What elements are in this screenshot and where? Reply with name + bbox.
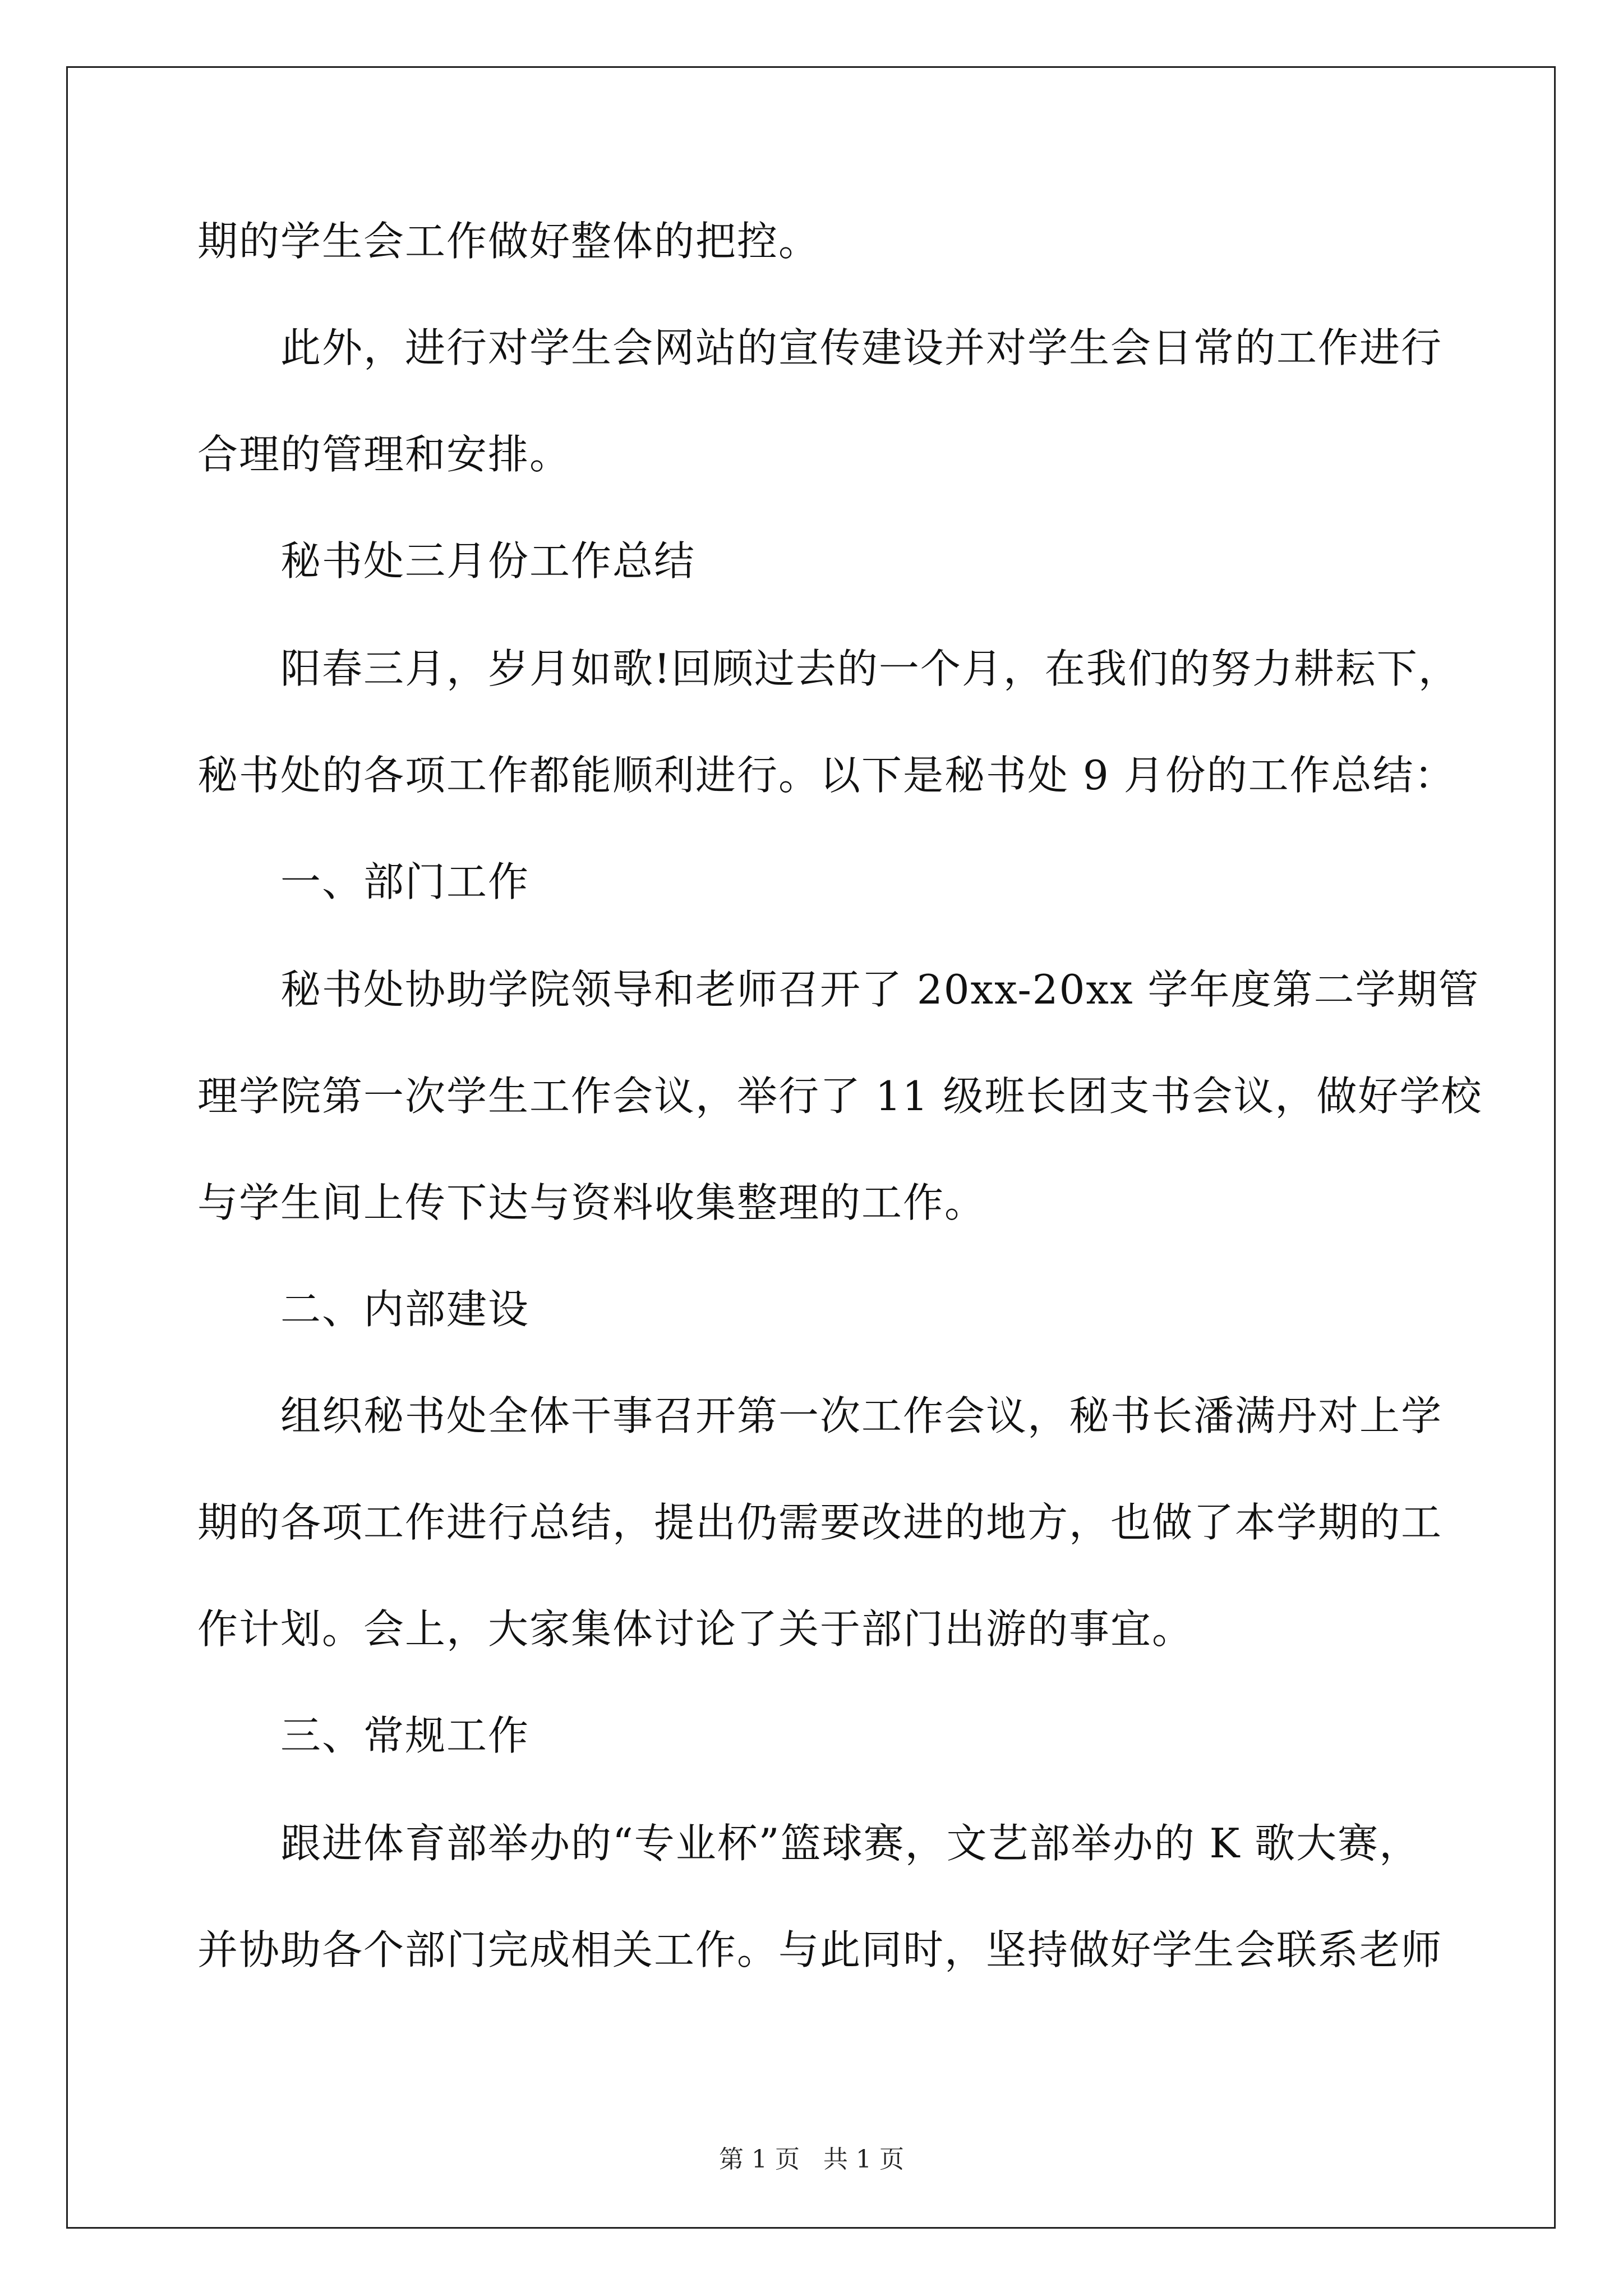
text-line: 期的各项工作进行总结，提出仍需要改进的地方，也做了本学期的工 — [197, 1499, 1443, 1546]
text-line: 跟进体育部举办的“专业杯”篮球赛，文艺部举办的 K 歌大赛， — [280, 1820, 1421, 1867]
text-line: 合理的管理和安排。 — [197, 431, 571, 478]
text-line: 阳春三月，岁月如歌!回顾过去的一个月，在我们的努力耕耘下， — [280, 645, 1460, 692]
text-line: 秘书处协助学院领导和老师召开了 20xx-20xx 学年度第二学期管 — [280, 966, 1480, 1013]
text-line: 理学院第一次学生工作会议，举行了 11 级班长团支书会议，做好学校 — [197, 1073, 1483, 1120]
page-footer: 第 1 页 共 1 页 — [719, 2145, 904, 2174]
text-line: 作计划。会上，大家集体讨论了关于部门出游的事宜。 — [197, 1605, 1194, 1653]
text-line: 期的学生会工作做好整体的把控。 — [197, 218, 820, 265]
section-heading: 三、常规工作 — [280, 1712, 530, 1759]
section-title: 秘书处三月份工作总结 — [280, 537, 696, 585]
section-heading: 一、部门工作 — [280, 858, 530, 905]
text-line: 秘书处的各项工作都能顺利进行。以下是秘书处 9 月份的工作总结： — [197, 752, 1456, 799]
text-line: 并协助各个部门完成相关工作。与此同时，坚持做好学生会联系老师 — [197, 1926, 1443, 1973]
text-line: 组织秘书处全体干事召开第一次工作会议，秘书长潘满丹对上学 — [280, 1392, 1443, 1439]
page-border — [66, 66, 1556, 2229]
text-line: 此外，进行对学生会网站的宣传建设并对学生会日常的工作进行 — [280, 324, 1443, 371]
section-heading: 二、内部建设 — [280, 1286, 530, 1333]
text-line: 与学生间上传下达与资料收集整理的工作。 — [197, 1179, 986, 1226]
